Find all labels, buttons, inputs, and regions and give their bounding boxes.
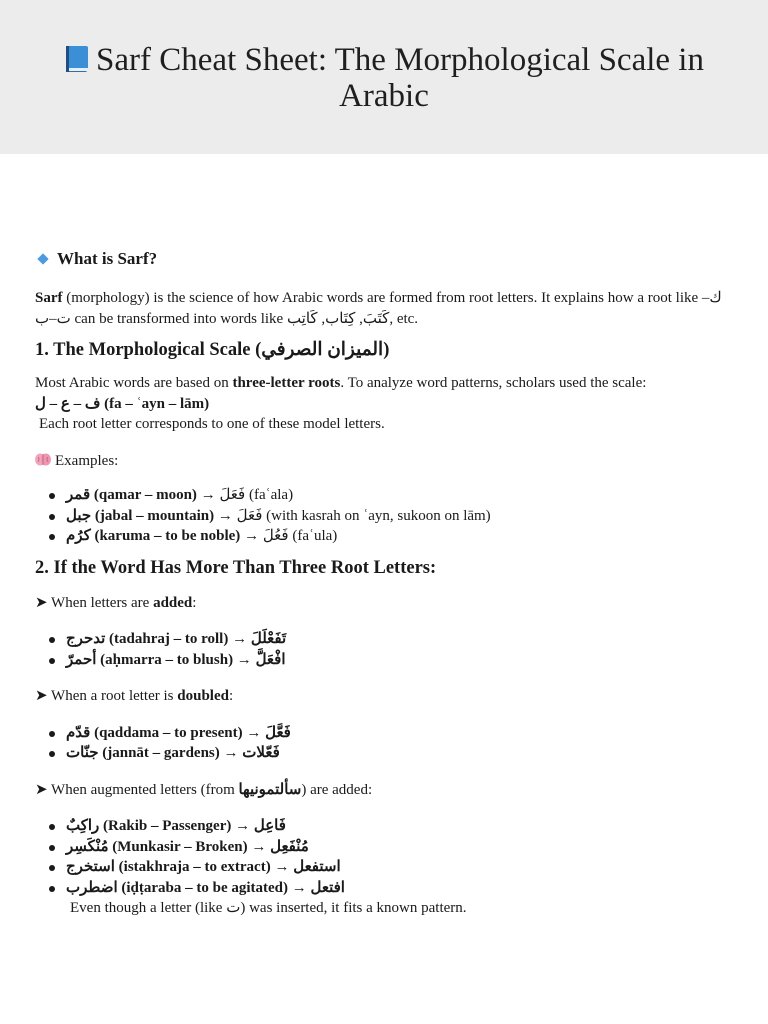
section-1-intro <box>35 373 735 394</box>
list-item <box>35 878 735 899</box>
list-item <box>35 743 735 764</box>
list-item <box>35 485 735 506</box>
scale-note: Each root letter corresponds to one of these model letters. <box>39 416 385 432</box>
added-pattern: تَفَعْلَلَ <box>247 631 287 647</box>
arrow-icon: ➤ <box>35 688 48 704</box>
arrow-icon: ➤ <box>35 594 48 611</box>
added-pattern: افْعَلَّ <box>251 651 286 668</box>
intro-bold: three-letter roots <box>232 375 341 391</box>
section-1-heading: 1. The Morphological Scale (الميزان الصرفي) <box>35 340 390 360</box>
added-word: أحمرّ (aḥmarra – to blush) → <box>66 651 252 668</box>
example-word: جبل (jabal – mountain) <box>66 507 215 524</box>
augmented-word: راكِبٌ (Rakib – Passenger) → <box>66 818 251 834</box>
augmented-word: استخرج (istakhraja – to extract) → <box>66 859 290 875</box>
added-word: تدحرج (tadahraj – to roll) → <box>66 631 248 647</box>
list-item <box>35 526 735 547</box>
doubled-pattern: فَعّلات <box>238 745 280 761</box>
list-item <box>35 723 735 744</box>
sarf-term: Sarf <box>35 290 63 306</box>
brain-icon <box>35 452 51 465</box>
doubled-intro <box>35 686 735 707</box>
added-pre: When letters are <box>47 594 154 611</box>
intro-text-2: . To analyze word patterns, scholars used the scale: <box>340 375 647 391</box>
doubled-word: قدّم (qaddama – to present) → <box>66 724 262 741</box>
augmented-pattern: مُنْفَعِل <box>266 838 309 855</box>
doubled-pre: When a root letter is <box>47 688 178 704</box>
added-post: : <box>192 594 197 611</box>
list-item <box>35 650 735 671</box>
augmented-pattern: افتعل <box>306 879 345 896</box>
doubled-bold: doubled <box>177 688 229 704</box>
page-title-text: Sarf Cheat Sheet: The Morphological Scale in Arabic <box>96 42 704 114</box>
arrow-icon: ➤ <box>35 781 48 798</box>
list-item <box>35 837 735 858</box>
added-bold: added <box>153 594 193 611</box>
word-examples: كَتَبَ, كِتَاب, كَاتِب <box>286 310 390 327</box>
sarf-body-1: (morphology) is the science of how Arabic words are formed from root letters. It explains how a root like <box>62 290 702 306</box>
augmented-intro <box>35 780 735 801</box>
augmented-list <box>35 816 735 898</box>
augmented-word: اضطرب (iḍṭaraba – to be agitated) → <box>66 879 307 896</box>
examples-list <box>35 485 735 547</box>
section-2-heading: 2. If the Word Has More Than Three Root Letters: <box>35 557 437 578</box>
what-is-sarf-heading <box>35 246 735 272</box>
scale-line-text: ف – ع – ل (fa – ʿayn – lām) <box>35 395 210 412</box>
augmented-pattern: فَاعِل <box>250 818 286 834</box>
diamond-icon <box>37 253 48 264</box>
what-is-sarf-heading-text: What is Sarf? <box>57 249 158 268</box>
list-item <box>35 816 735 837</box>
book-icon <box>64 45 90 73</box>
sarf-body-2: can be transformed into words like <box>70 310 287 327</box>
example-word: كرُم (karuma – to be noble) <box>66 528 241 544</box>
document-body <box>35 246 735 919</box>
scale-line <box>35 394 735 415</box>
sarf-definition <box>35 288 735 329</box>
doubled-post: : <box>228 688 234 704</box>
root-example: ك–ت–ب <box>35 290 722 327</box>
example-pattern: → فَعَلَ (faʿala) <box>196 487 294 503</box>
augmented-pre: When augmented letters (from <box>47 781 239 798</box>
title-banner <box>0 0 768 154</box>
example-pattern: → فَعَلَ (with kasrah on ʿayn, sukoon on lām) <box>214 507 491 524</box>
intro-text-1: Most Arabic words are based on <box>35 375 233 391</box>
example-word: قمر (qamar – moon) <box>66 487 197 503</box>
augmented-word: مُنْكَسِر (Munkasir – Broken) → <box>66 838 267 855</box>
doubled-pattern: فَعَّلَ <box>261 724 291 741</box>
augmented-pattern: استفعل <box>289 859 341 875</box>
sarf-body-3: , etc. <box>389 310 419 327</box>
list-item <box>35 506 735 527</box>
doubled-word: جنّات (jannāt – gardens) → <box>66 745 239 761</box>
examples-label <box>35 451 735 472</box>
augmented-bold: سألتمونيها <box>238 781 302 798</box>
augmented-note: Even though a letter (like ت) was inserted, it fits a known pattern. <box>70 900 467 916</box>
examples-label-text: Examples: <box>55 452 119 469</box>
augmented-post: ) are added: <box>301 781 373 798</box>
doubled-list <box>35 723 735 764</box>
example-pattern: → فَعُلَ (faʿula) <box>240 528 338 544</box>
added-intro <box>35 593 735 614</box>
list-item <box>35 857 735 878</box>
list-item <box>35 629 735 650</box>
page-title <box>30 42 738 114</box>
added-list <box>35 629 735 670</box>
